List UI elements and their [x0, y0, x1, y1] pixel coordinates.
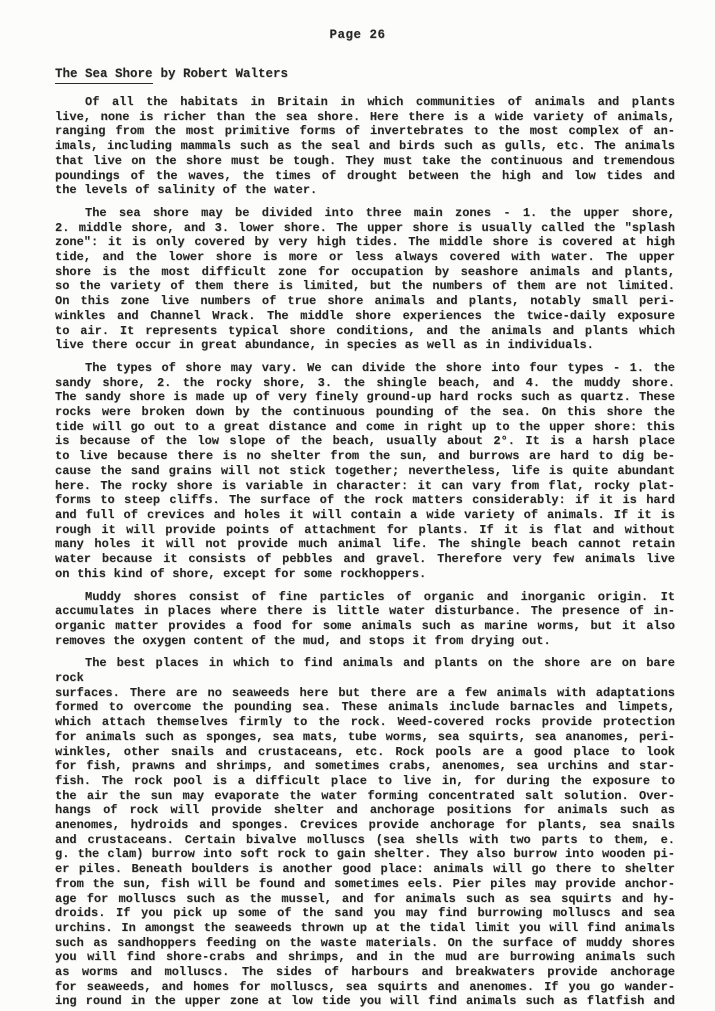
article-byline: by Robert Walters — [160, 67, 289, 81]
text-line: accumulates in places where there is little water disturbance. The presence of in- — [55, 604, 675, 619]
text-line: cause the sand grains will not stick together; nevertheless, life is quite abundant — [55, 463, 675, 478]
text-line: fish. The rock pool is a difficult place to live in, for during the exposure to — [55, 773, 675, 788]
text-line: The sandy shore is made up of very finely ground-up hard rocks such as quartz. These — [55, 390, 675, 405]
text-line: to live because there is no shelter from the sun, and burrows are hard to dig be- — [55, 449, 675, 464]
text-line: that live on the shore must be tough. They must take the continuous and tremendous — [55, 153, 675, 168]
paragraph — [55, 656, 675, 1009]
text-line: urchins. In amongst the seaweeds thrown up at the tidal limit you will find animals — [55, 920, 675, 935]
text-line: er piles. Beneath boulders is another good place: animals will go there to shelter — [55, 862, 675, 877]
text-line: poundings of the waves, the times of drought between the high and low tides and — [55, 168, 675, 183]
text-line: g. the clam) burrow into soft rock to gain shelter. They also burrow into wooden pi- — [55, 847, 675, 862]
text-line: 2. middle shore, and 3. lower shore. The upper shore is usually called the "splash — [55, 220, 675, 235]
text-line: many holes it will not provide much animal life. The shingle beach cannot retain — [55, 537, 675, 552]
paragraph — [55, 95, 675, 198]
text-line: age for molluscs such as the mussel, and for animals such as sea squirts and hy- — [55, 891, 675, 906]
text-line: droids. If you pick up some of the sand you may find burrowing molluscs and sea — [55, 906, 675, 921]
text-line: Muddy shores consist of fine particles of organic and inorganic origin. It — [85, 589, 675, 604]
text-line: tide will go out to a great distance and come in right up to the upper shore: this — [55, 419, 675, 434]
text-line: anenomes, hydroids and sponges. Crevices provide anchorage for plants, sea snails — [55, 818, 675, 833]
text-line: The best places in which to find animals and plants on the shore are on bare rock — [55, 656, 675, 686]
text-line: The types of shore may vary. We can divide the shore into four types - 1. the — [85, 360, 675, 375]
text-line: winkles and Channel Wrack. The middle shore experiences the twice-daily exposure — [55, 308, 675, 323]
text-line: as worms and molluscs. The sides of harbours and breakwaters provide anchorage — [55, 965, 675, 980]
article-title: The Sea Shore — [55, 67, 153, 84]
text-line: hangs of rock will provide shelter and anchorage positions for animals such as — [55, 803, 675, 818]
text-line: imals, including mammals such as the seal and birds such as gulls, etc. The animals — [55, 139, 675, 154]
text-line: the levels of salinity of the water. — [55, 183, 318, 198]
text-line: here. The rocky shore is variable in character: it can vary from flat, rocky plat- — [55, 478, 675, 493]
paragraph — [55, 206, 675, 353]
page-content — [0, 67, 715, 1009]
text-line: from the sun, fish will be found and sometimes eels. Pier piles may provide anchor- — [55, 876, 675, 891]
text-line: rocks were broken down by the continuous pounding of the sea. On this shore the — [55, 405, 675, 420]
text-line: sandy shore, 2. the rocky shore, 3. the shingle beach, and 4. the muddy shore. — [55, 375, 675, 390]
text-line: on this kind of shore, except for some rockhoppers. — [55, 566, 427, 581]
text-line: forms to steep cliffs. The surface of the rock matters considerably: if it is hard — [55, 493, 675, 508]
text-line: the air the sun may evaporate the water forming concentrated salt solution. Over- — [55, 788, 675, 803]
text-line: is because of the low slope of the beach, usually about 2°. It is a harsh place — [55, 434, 675, 449]
text-line: and full of crevices and holes it will contain a wide variety of animals. If it is — [55, 507, 675, 522]
text-line: organic matter provides a food for some animals such as marine worms, but it also — [55, 618, 675, 633]
text-line: live, none is richer than the sea shore. Here there is a wide variety of animals, — [55, 109, 675, 124]
text-line: The sea shore may be divided into three main zones - 1. the upper shore, — [85, 205, 675, 220]
text-line: ing round in the upper zone at low tide you will find animals such as flatfish and — [55, 994, 675, 1009]
article-heading — [55, 67, 675, 84]
text-line: for seaweeds, and homes for molluscs, sea squirts and anenomes. If you go wander- — [55, 979, 675, 994]
paragraphs — [55, 95, 675, 1009]
paragraph — [55, 361, 675, 582]
paragraph — [55, 590, 675, 649]
text-line: for fish, prawns and shrimps, and sometimes crabs, anenomes, sea urchins and star- — [55, 759, 675, 774]
text-line: tide, and the lower shore is more or less always covered with water. The upper — [55, 250, 675, 265]
text-line: to air. It represents typical shore conditions, and the animals and plants which — [55, 323, 675, 338]
text-line: ranging from the most primitive forms of invertebrates to the most complex of an- — [55, 124, 675, 139]
text-line: you will find shore-crabs and shrimps, and in the mud are burrowing animals such — [55, 950, 675, 965]
text-line: for animals such as sponges, sea mats, tube worms, sea squirts, sea ananomes, peri- — [55, 729, 675, 744]
text-line: water because it consists of pebbles and gravel. Therefore very few animals live — [55, 552, 675, 567]
text-line: live there occur in great abundance, in species as well as in individuals. — [55, 338, 594, 353]
text-line: and crustaceans. Certain bivalve molluscs (sea shells with two parts to them, e. — [55, 832, 675, 847]
page-number: Page 26 — [329, 28, 386, 42]
text-line: winkles, other snails and crustaceans, etc. Rock pools are a good place to look — [55, 744, 675, 759]
text-line: removes the oxygen content of the mud, and stops it from drying out. — [55, 633, 551, 648]
text-line: so the variety of them there is limited, but the numbers of them are not limited. — [55, 279, 675, 294]
text-line: such as sandhoppers feeding on the waste materials. On the surface of muddy shores — [55, 935, 675, 950]
text-line: Of all the habitats in Britain in which communities of animals and plants — [85, 95, 675, 109]
text-line: formed to overcome the pounding sea. These animals include barnacles and limpets, — [55, 700, 675, 715]
text-line: shore is the most difficult zone for occupation by seashore animals and plants, — [55, 264, 675, 279]
text-line: On this zone live numbers of true shore animals and plants, notably small peri- — [55, 294, 675, 309]
text-line: rough it will provide points of attachment for plants. If it is flat and without — [55, 522, 675, 537]
text-line: surfaces. There are no seaweeds here but there are a few animals with adaptations — [55, 685, 675, 700]
text-line: zone": it is only covered by very high tides. The middle shore is covered at high — [55, 235, 675, 250]
text-line: which attach themselves firmly to the rock. Weed-covered rocks provide protection — [55, 715, 675, 730]
